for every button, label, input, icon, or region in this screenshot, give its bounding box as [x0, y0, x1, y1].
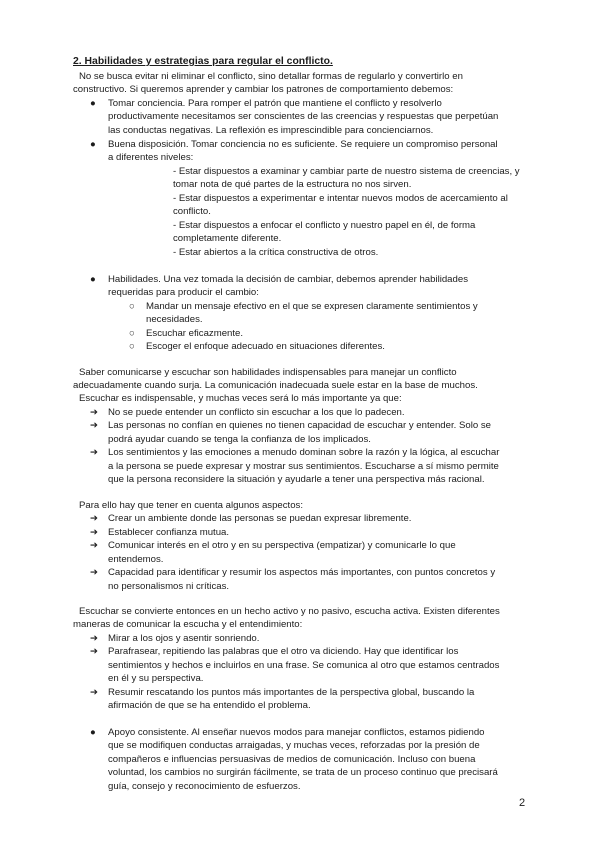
bullet-marker: ●	[90, 98, 96, 109]
dash-item: conflicto.	[173, 206, 211, 217]
arrow-item: Los sentimientos y las emociones a menudo dominan sobre la razón y la lógica, al escuchar	[108, 447, 500, 458]
arrow-item: No se puede entender un conflicto sin escuchar a los que lo padecen.	[108, 407, 405, 418]
section-heading: 2. Habilidades y estrategias para regular el conflicto.	[73, 56, 333, 67]
arrow-marker: ➔	[90, 407, 99, 418]
arrow-item: Crear un ambiente donde las personas se puedan expresar libremente.	[108, 513, 412, 524]
arrow-item: no personalismos ni críticas.	[108, 581, 230, 592]
arrow-marker: ➔	[90, 447, 99, 458]
bullet-text: Tomar conciencia. Para romper el patrón que mantiene el conflicto y resolverlo	[108, 98, 442, 109]
arrow-item: Capacidad para identificar y resumir los aspectos más importantes, con puntos concretos y	[108, 567, 496, 578]
arrow-item: que la persona reconsidere la situación y ayudarle a tener una perspectiva más racional.	[108, 474, 485, 485]
arrow-marker: ➔	[90, 540, 99, 551]
arrow-marker: ➔	[90, 646, 99, 657]
arrow-marker: ➔	[90, 687, 99, 698]
bullet-marker: ●	[90, 139, 96, 150]
circle-marker: ○	[129, 328, 135, 339]
paragraph-line: maneras de comunicar la escucha y el entendimiento:	[73, 619, 303, 630]
arrow-item: podrá ayudar cuando se tenga la confianza de los implicados.	[108, 434, 371, 445]
arrow-item: a la persona se puede expresar y mostrar sus sentimientos. Escucharse a sí mismo permite	[108, 461, 499, 472]
arrow-item: en él y su perspectiva.	[108, 673, 204, 684]
paragraph-line: Escuchar es indispensable, y muchas veces será lo más importante ya que:	[79, 393, 402, 404]
bullet-text: que se modifiquen conductas arraigadas, y muchas veces, reforzadas por la presión de	[108, 740, 480, 751]
arrow-item: Parafrasear, repitiendo las palabras que el otro va diciendo. Hay que identificar los	[108, 646, 459, 657]
paragraph-line: adecuadamente cuando surja. La comunicación inadecuada suele estar en la base de muchos.	[73, 380, 478, 391]
bullet-marker: ●	[90, 727, 96, 738]
dash-item: - Estar dispuestos a examinar y cambiar parte de nuestro sistema de creencias, y	[173, 166, 520, 177]
arrow-item: Comunicar interés en el otro y en su perspectiva (empatizar) y comunicarle lo que	[108, 540, 456, 551]
arrow-item: Las personas no confían en quienes no tienen capacidad de escuchar y entender. Solo se	[108, 420, 491, 431]
arrow-item: Mirar a los ojos y asentir sonriendo.	[108, 633, 260, 644]
bullet-text: guía, consejo y reconocimiento de esfuerzos.	[108, 781, 301, 792]
intro-line: constructivo. Si queremos aprender y cambiar los patrones de comportamiento debemos:	[73, 84, 454, 95]
arrow-item: entendemos.	[108, 554, 164, 565]
dash-item: tomar nota de qué partes de la estructura no nos sirven.	[173, 179, 412, 190]
arrow-item: afirmación de que se ha entendido el problema.	[108, 700, 311, 711]
dash-item: - Estar dispuestos a experimentar e intentar nuevos modos de acercamiento al	[173, 193, 508, 204]
circle-marker: ○	[129, 301, 135, 312]
circle-item: Escuchar eficazmente.	[146, 328, 244, 339]
arrow-marker: ➔	[90, 420, 99, 431]
arrow-item: sentimientos y hechos e incluirlos en una frase. Se comunica al otro que estamos centrados	[108, 660, 500, 671]
arrow-marker: ➔	[90, 633, 99, 644]
paragraph-line: Para ello hay que tener en cuenta algunos aspectos:	[79, 500, 304, 511]
circle-item: Mandar un mensaje efectivo en el que se expresen claramente sentimientos y	[146, 301, 478, 312]
circle-item: Escoger el enfoque adecuado en situaciones diferentes.	[146, 341, 385, 352]
bullet-text: requeridas para producir el cambio:	[108, 287, 259, 298]
dash-item: - Estar dispuestos a enfocar el conflicto y nuestro papel en él, de forma	[173, 220, 476, 231]
arrow-marker: ➔	[90, 567, 99, 578]
paragraph-line: Escuchar se convierte entonces en un hecho activo y no pasivo, escucha activa. Existen diferentes	[79, 606, 500, 617]
bullet-text: a diferentes niveles:	[108, 152, 194, 163]
arrow-item: Resumir rescatando los puntos más importantes de la perspectiva global, buscando la	[108, 687, 475, 698]
bullet-text: Buena disposición. Tomar conciencia no es suficiente. Se requiere un compromiso personal	[108, 139, 498, 150]
bullet-text: Habilidades. Una vez tomada la decisión de cambiar, debemos aprender habilidades	[108, 274, 468, 285]
bullet-text: productivamente necesitamos ser conscientes de las creencias y respuestas que perpetúan	[108, 111, 499, 122]
page-number: 2	[519, 797, 526, 809]
bullet-text: voluntad, los cambios no surgirán fácilmente, se trata de un proceso continuo que precisará	[108, 767, 498, 778]
arrow-marker: ➔	[90, 527, 99, 538]
bullet-text: las conductas negativas. La reflexión es imprescindible para concienciarnos.	[108, 125, 434, 136]
dash-item: - Estar abiertos a la crítica constructiva de otros.	[173, 247, 379, 258]
arrow-marker: ➔	[90, 513, 99, 524]
bullet-text: Apoyo consistente. Al enseñar nuevos modos para manejar conflictos, estamos pidiendo	[108, 727, 485, 738]
arrow-item: Establecer confianza mutua.	[108, 527, 230, 538]
circle-item: necesidades.	[146, 314, 203, 325]
paragraph-line: Saber comunicarse y escuchar son habilidades indispensables para manejar un conflicto	[79, 367, 457, 378]
bullet-marker: ●	[90, 274, 96, 285]
circle-marker: ○	[129, 341, 135, 352]
dash-item: completamente diferente.	[173, 233, 282, 244]
bullet-text: compañeros e influencias persuasivas de medios de comunicación. Incluso con buena	[108, 754, 476, 765]
intro-line: No se busca evitar ni eliminar el conflicto, sino detallar formas de regularlo y convertirlo en	[79, 71, 463, 82]
